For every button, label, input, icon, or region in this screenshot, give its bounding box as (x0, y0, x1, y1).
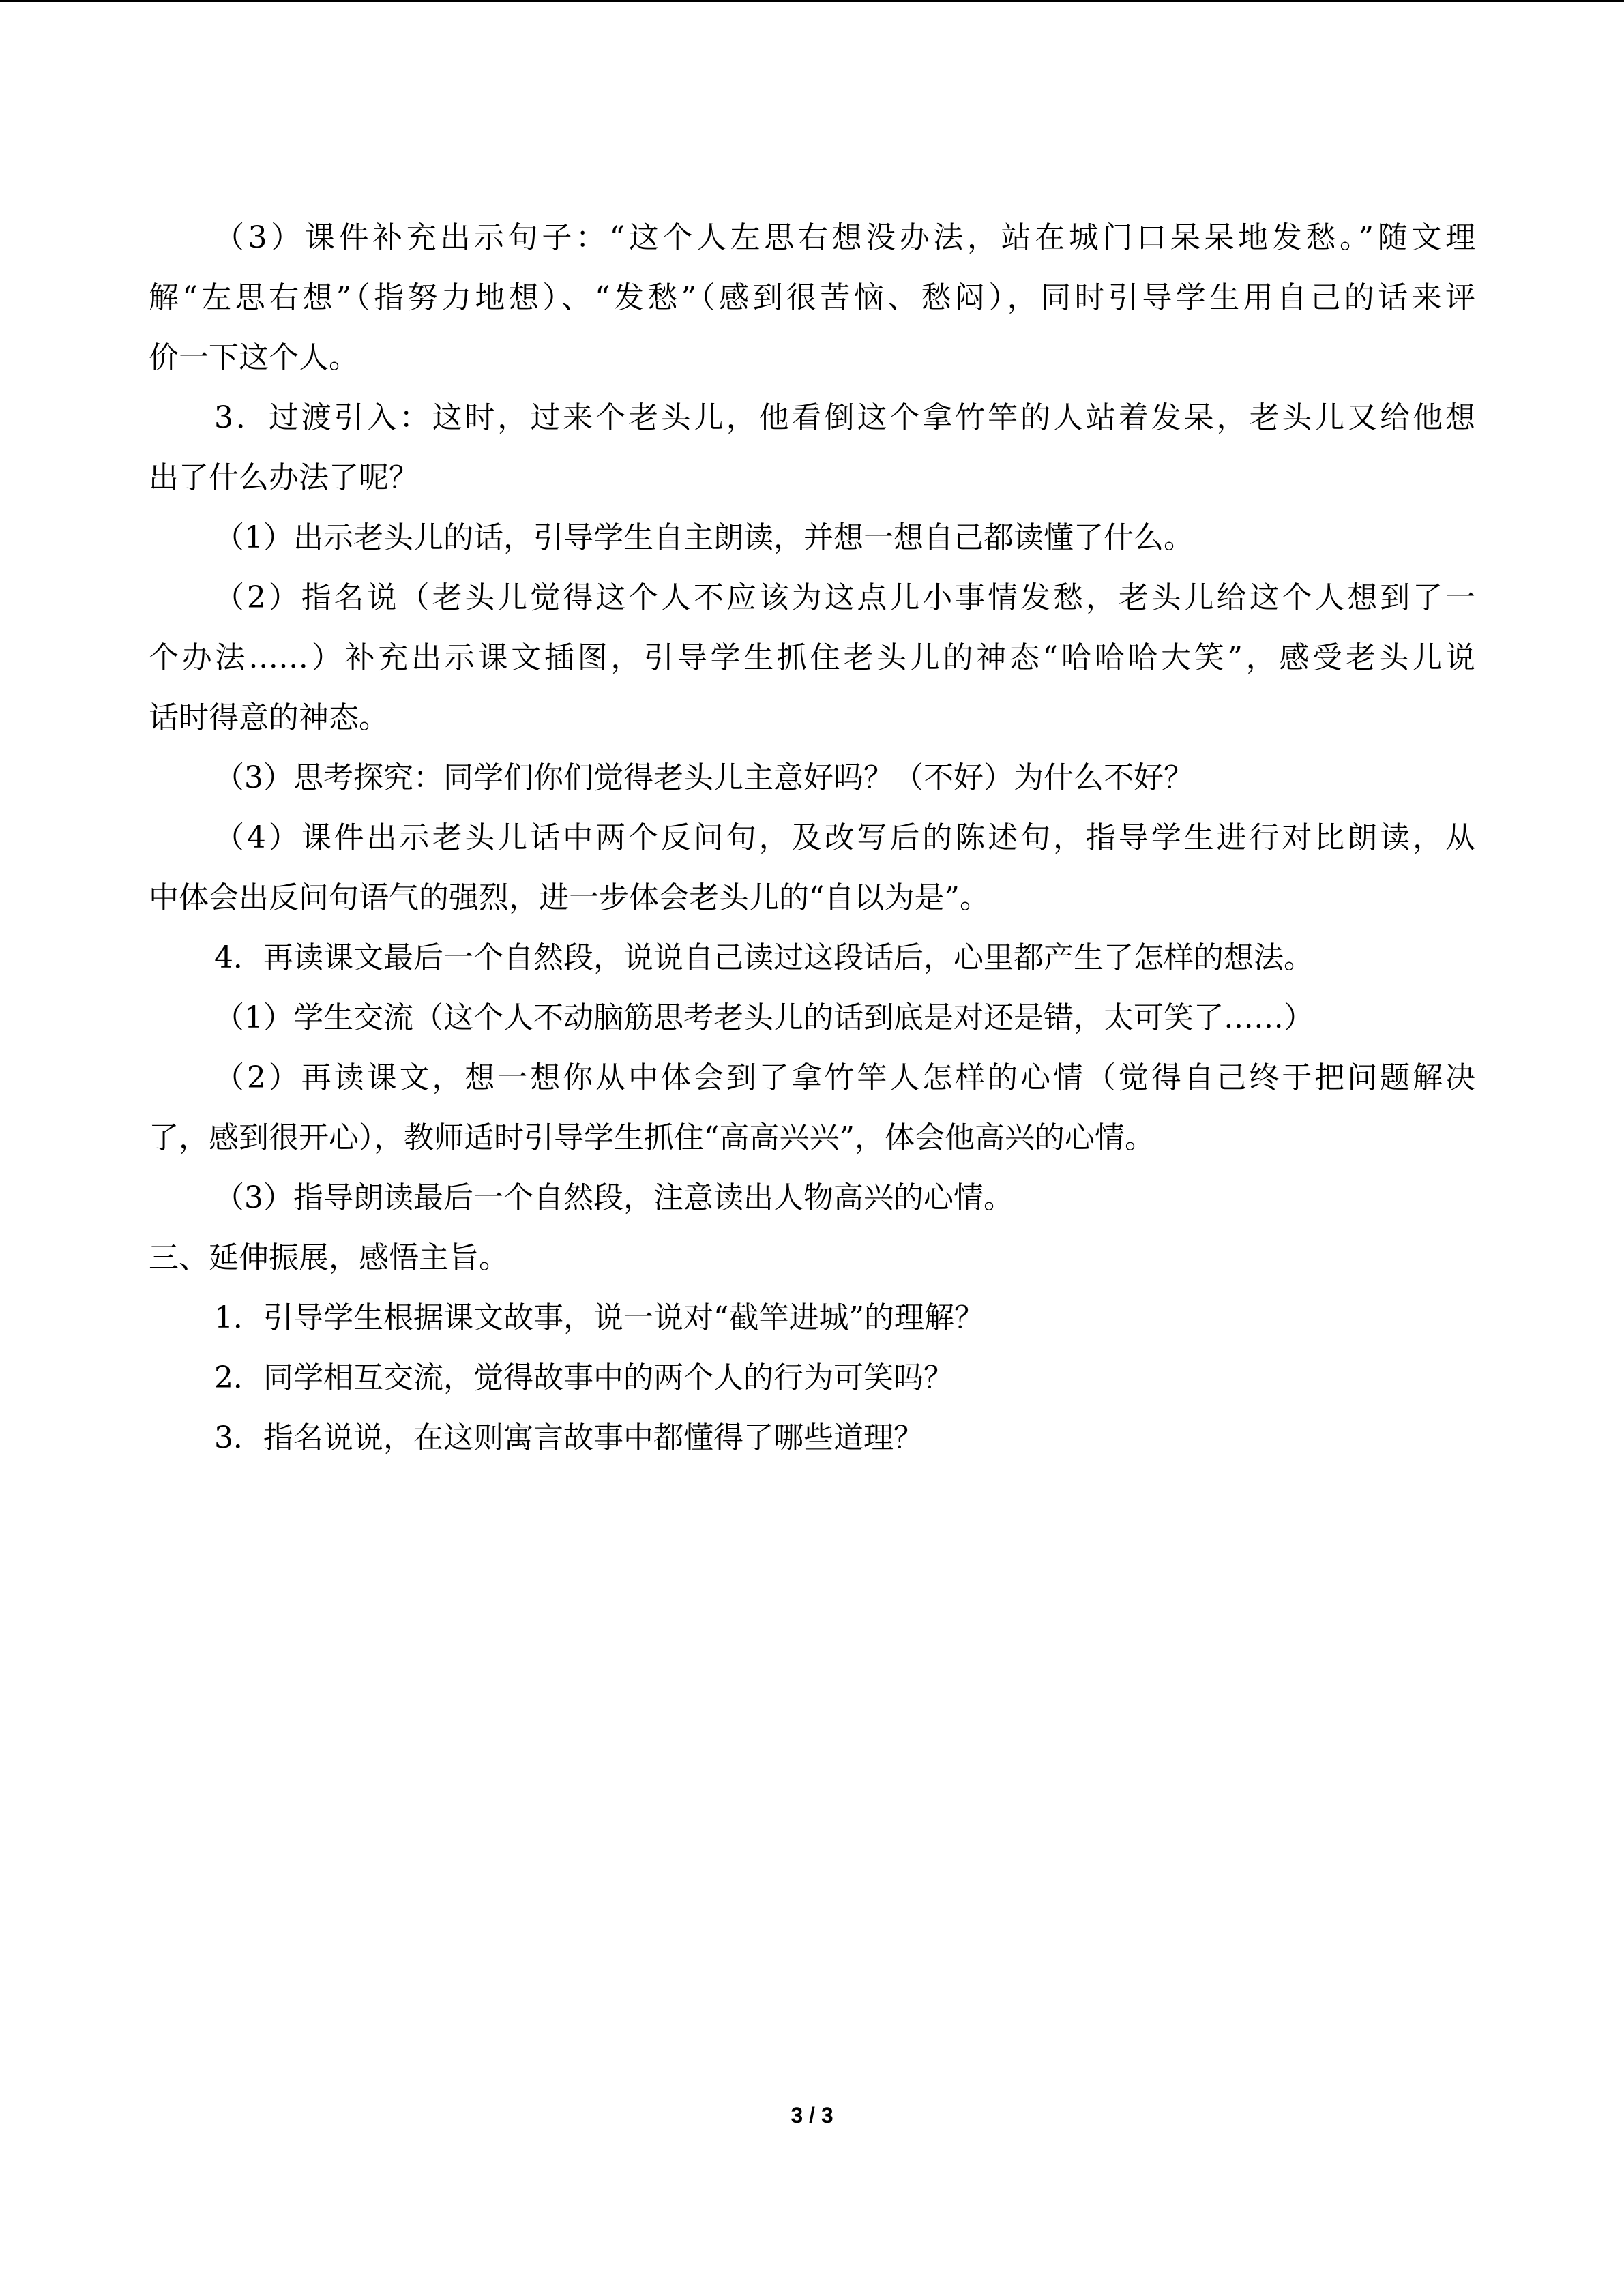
text-line-10: （3）思考探究：同学们你们觉得老头儿主意好吗？（不好）为什么不好？ (214, 760, 1194, 795)
text-line-16: 了，感到很开心），教师适时引导学生抓住“高高兴兴”，体会他高兴的心情。 (149, 1120, 1155, 1155)
text-line-12: 中体会出反问句语气的强烈，进一步体会老头儿的“自以为是”。 (149, 880, 990, 915)
text-line-13: 4．再读课文最后一个自然段，说说自己读过这段话后，心里都产生了怎样的想法。 (214, 940, 1314, 975)
section-heading: 三、延伸振展，感悟主旨。 (149, 1240, 509, 1275)
text-line-14: （1）学生交流（这个人不动脑筋思考老头儿的话到底是对还是错，太可笑了……） (214, 1000, 1314, 1035)
text-line-5: 出了什么办法了呢？ (149, 460, 419, 495)
text-line-9: 话时得意的神态。 (149, 700, 389, 735)
text-line-6: （1）出示老头儿的话，引导学生自主朗读，并想一想自己都读懂了什么。 (214, 520, 1194, 555)
text-line-3: 价一下这个人。 (149, 340, 359, 375)
text-line-19: 1．引导学生根据课文故事，说一说对“截竿进城”的理解？ (214, 1300, 984, 1335)
text-line-17: （3）指导朗读最后一个自然段，注意读出人物高兴的心情。 (214, 1180, 1014, 1215)
text-line-21: 3．指名说说，在这则寓言故事中都懂得了哪些道理？ (214, 1420, 924, 1455)
text-line-1: （3）课件补充出示句子：“这个人左思右想没办法，站在城门口呆呆地发愁。”随文理 (214, 220, 1475, 255)
text-line-2: 解“左思右想”（指努力地想）、“发愁”（感到很苦恼、愁闷），同时引导学生用自己的话来评 (149, 280, 1475, 315)
text-line-8: 个办法……）补充出示课文插图，引导学生抓住老头儿的神态“哈哈哈大笑”，感受老头儿说 (149, 640, 1475, 675)
text-line-15: （2）再读课文，想一想你从中体会到了拿竹竿人怎样的心情（觉得自己终于把问题解决 (214, 1060, 1475, 1095)
text-line-20: 2．同学相互交流，觉得故事中的两个人的行为可笑吗？ (214, 1360, 954, 1395)
text-line-7: （2）指名说（老头儿觉得这个人不应该为这点儿小事情发愁，老头儿给这个人想到了一 (214, 580, 1475, 615)
document-body (149, 208, 1475, 1468)
page-number: 3 / 3 (791, 2103, 833, 2128)
text-line-11: （4）课件出示老头儿话中两个反问句，及改写后的陈述句，指导学生进行对比朗读，从 (214, 820, 1475, 855)
text-line-4: 3．过渡引入：这时，过来个老头儿，他看倒这个拿竹竿的人站着发呆，老头儿又给他想 (214, 400, 1475, 435)
page-top-border (0, 0, 1624, 2)
